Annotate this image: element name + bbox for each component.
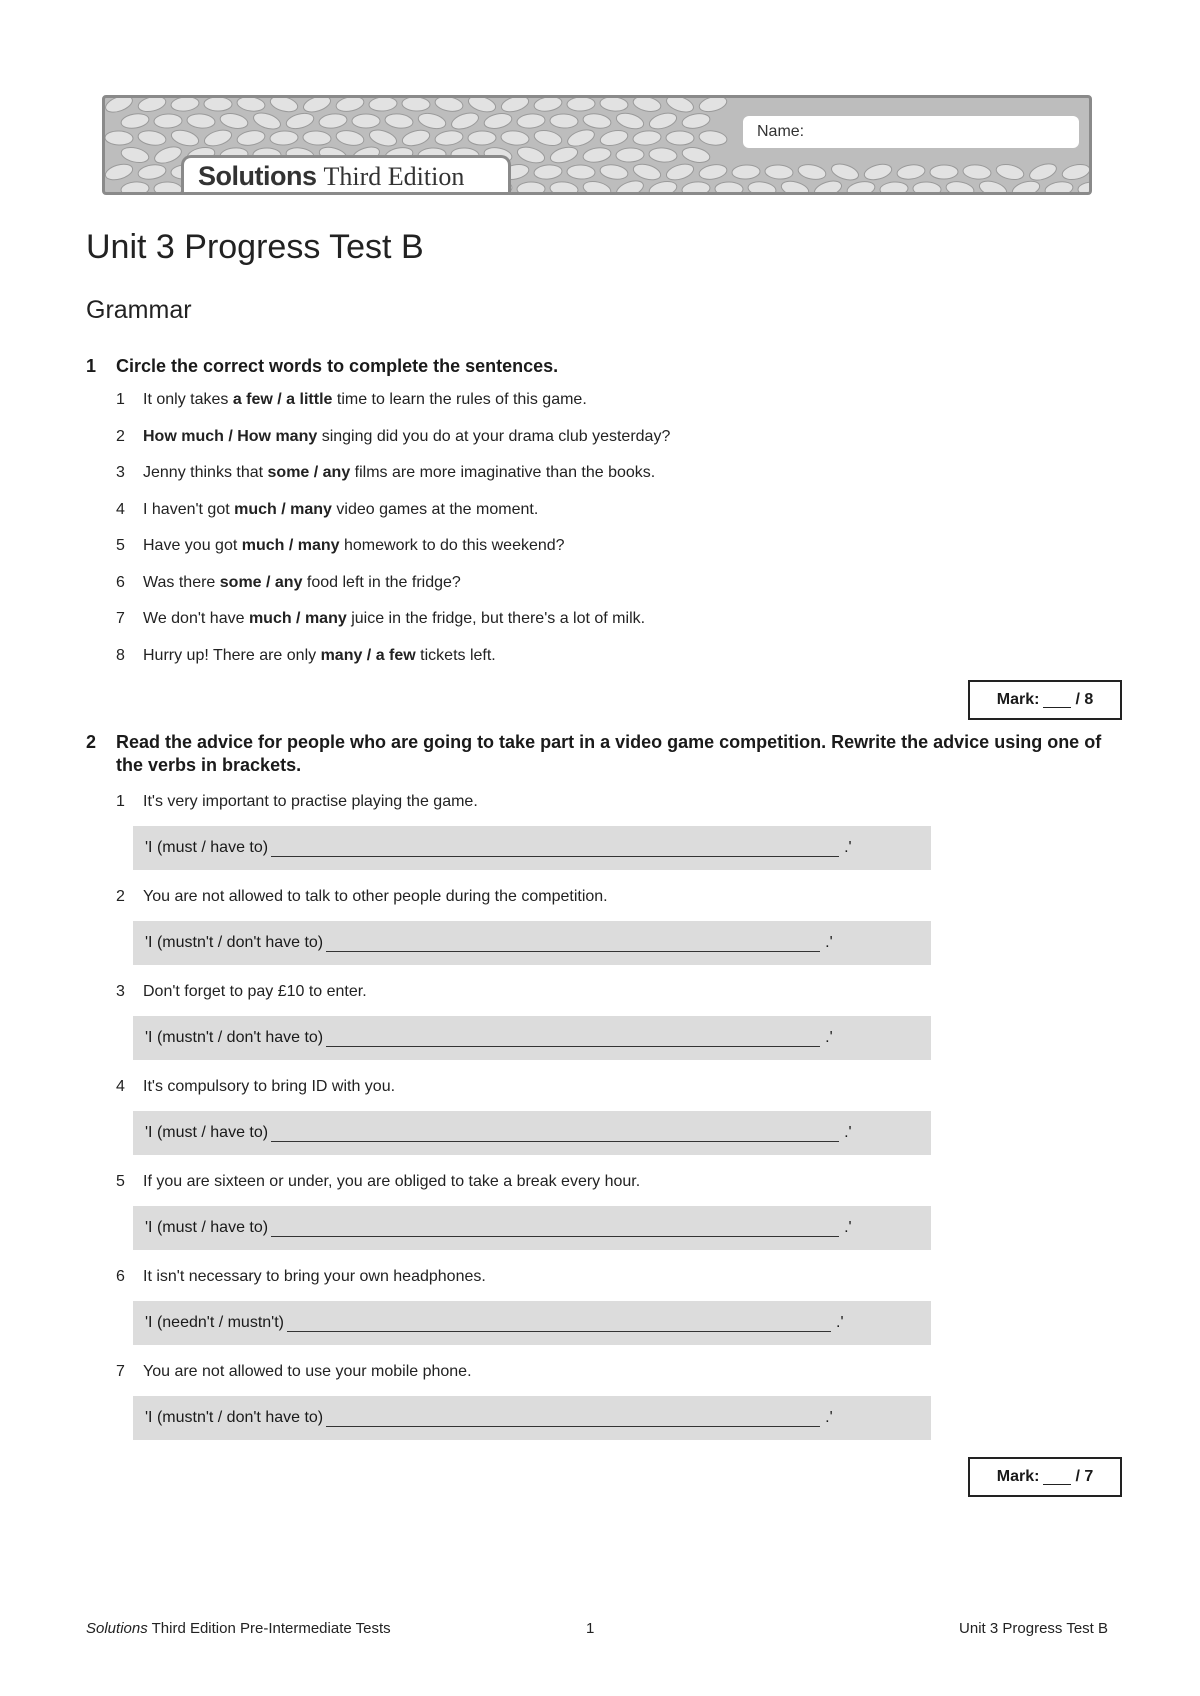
pattern-shape (664, 98, 695, 115)
pattern-shape (154, 182, 182, 195)
pattern-shape (105, 98, 135, 115)
pattern-shape (384, 112, 413, 129)
answer-end: .' (825, 1029, 833, 1046)
pattern-shape (270, 130, 299, 145)
exercise-2-item (116, 1077, 395, 1097)
pattern-shape (715, 182, 743, 195)
mark-label: Mark: (996, 1468, 1040, 1485)
item-number: 6 (116, 1268, 125, 1285)
pattern-shape (1078, 182, 1092, 195)
pattern-shape (616, 148, 644, 163)
pattern-shape (549, 181, 578, 195)
item-text-after: homework to do this weekend? (339, 537, 565, 554)
pattern-shape (236, 129, 266, 148)
answer-end: .' (825, 1409, 833, 1426)
pattern-shape (614, 178, 645, 195)
pattern-shape (896, 163, 926, 181)
answer-blank[interactable] (326, 935, 820, 952)
exercise-number: 1 (86, 356, 97, 376)
answer-field[interactable] (133, 826, 931, 870)
item-number: 2 (116, 888, 125, 905)
item-options[interactable]: much / many (248, 610, 347, 627)
exercise-number: 2 (86, 732, 97, 752)
pattern-shape (533, 98, 563, 113)
mark-box (968, 1457, 1122, 1497)
pattern-shape (681, 181, 710, 195)
item-number: 1 (116, 793, 125, 810)
pattern-shape (550, 114, 578, 129)
item-number: 2 (116, 427, 125, 445)
pattern-shape (930, 165, 958, 179)
exercise-2-item (116, 1362, 472, 1382)
pattern-shape (582, 146, 612, 164)
pattern-shape (698, 98, 729, 114)
pattern-shape (152, 144, 183, 167)
pattern-shape (269, 98, 300, 114)
pattern-shape (517, 182, 545, 195)
exercise-2-item (116, 1172, 640, 1192)
pattern-shape (120, 112, 150, 130)
pattern-shape (170, 98, 199, 112)
pattern-shape (665, 161, 696, 183)
item-number: 8 (116, 646, 125, 664)
pattern-shape (681, 145, 711, 165)
pattern-shape (648, 147, 677, 163)
pattern-shape (285, 111, 316, 131)
footer-right: Unit 3 Progress Test B (959, 1620, 1108, 1637)
item-text-after: films are more imaginative than the books. (350, 464, 656, 481)
exercise-1-item (116, 390, 587, 410)
exercise-1-item (116, 646, 496, 666)
pattern-shape (880, 181, 909, 195)
pattern-shape (516, 113, 545, 129)
pattern-shape (203, 127, 234, 149)
pattern-shape (913, 181, 942, 195)
pattern-shape (105, 131, 133, 146)
pattern-shape (186, 113, 215, 129)
name-field[interactable] (743, 116, 1079, 148)
pattern-shape (500, 98, 531, 115)
item-options[interactable]: a few / a little (232, 391, 333, 408)
pattern-shape (120, 181, 149, 195)
item-text: If you are sixteen or under, you are obliged to take a break every hour. (143, 1173, 641, 1190)
exercise-1-item (116, 573, 461, 593)
mark-label: Mark: (996, 691, 1040, 708)
mark-total: / 8 (1075, 691, 1094, 708)
item-text: It isn't necessary to bring your own headphones. (143, 1268, 486, 1285)
item-options[interactable]: many / a few (320, 646, 416, 664)
pattern-shape (565, 127, 596, 150)
pattern-shape (615, 110, 646, 131)
pattern-shape (632, 130, 661, 147)
exercise-1-item (116, 427, 670, 447)
pattern-shape (632, 161, 663, 182)
exercise-1-item (116, 536, 565, 556)
pattern-shape (1027, 161, 1058, 184)
answer-blank[interactable] (287, 1315, 831, 1332)
pattern-shape (747, 180, 777, 195)
pattern-shape (681, 112, 711, 131)
item-text-before: Jenny thinks that (143, 464, 268, 481)
answer-blank[interactable] (271, 840, 839, 857)
pattern-shape (170, 127, 201, 148)
item-options[interactable]: much / many (234, 500, 332, 518)
answer-blank[interactable] (271, 1220, 839, 1237)
answer-end: .' (825, 934, 833, 951)
pattern-shape (302, 98, 333, 115)
item-number: 6 (116, 573, 125, 591)
exercise-instruction: Circle the correct words to complete the sentences. (116, 356, 559, 376)
pattern-shape (1011, 178, 1042, 195)
item-text-after: tickets left. (415, 646, 496, 664)
pattern-shape (449, 110, 480, 132)
pattern-shape (120, 145, 150, 165)
item-text: You are not allowed to talk to other people during the competition. (143, 888, 608, 905)
answer-field[interactable] (133, 1396, 931, 1440)
pattern-shape (1044, 180, 1074, 195)
item-text-after: video games at the moment. (331, 500, 539, 518)
item-options[interactable]: some / any (267, 464, 351, 481)
answer-end: .' (836, 1314, 844, 1331)
pattern-shape (549, 144, 580, 165)
pattern-shape (516, 144, 547, 166)
item-number: 3 (116, 464, 125, 481)
pattern-shape (105, 161, 134, 182)
item-options[interactable]: much / many (241, 537, 340, 554)
item-text-before: Was there (143, 573, 220, 591)
pattern-shape (599, 98, 628, 112)
pattern-shape (978, 178, 1009, 195)
item-text: It's very important to practise playing the game. (143, 793, 478, 810)
item-text: You are not allowed to use your mobile phone. (143, 1363, 472, 1380)
exercise-2-item (116, 792, 478, 812)
exercise-1-item (116, 463, 655, 483)
header-banner (102, 95, 1092, 195)
pattern-shape (417, 111, 448, 131)
item-options[interactable]: some / any (219, 573, 303, 591)
pattern-shape (648, 179, 678, 195)
brand-logo (181, 155, 511, 195)
item-text: It's compulsory to bring ID with you. (143, 1078, 396, 1095)
item-text: Don't forget to pay £10 to enter. (143, 983, 367, 1000)
answer-blank[interactable] (271, 1125, 839, 1142)
pattern-shape (434, 129, 464, 147)
item-text-before: I haven't got (143, 500, 235, 518)
brand-name: Solutions (198, 161, 317, 191)
pattern-shape (137, 163, 167, 181)
pattern-shape (698, 163, 728, 182)
answer-end: .' (844, 1219, 852, 1236)
pattern-shape (483, 111, 513, 131)
answer-prompt: 'I (mustn't / don't have to) (145, 1409, 324, 1426)
answer-prompt: 'I (mustn't / don't have to) (145, 934, 324, 951)
pattern-shape (632, 98, 662, 114)
answer-field[interactable] (133, 1016, 931, 1060)
page-number: 1 (586, 1620, 595, 1637)
pattern-shape (830, 161, 861, 183)
item-text-after: singing did you do at your drama club yesterday? (317, 427, 671, 445)
exercise-2-item (116, 982, 367, 1002)
item-number: 4 (116, 500, 125, 518)
exercise-2-item (116, 887, 608, 907)
item-number: 3 (116, 983, 125, 1000)
pattern-shape (582, 179, 612, 195)
item-options[interactable]: How much / How many (143, 427, 318, 445)
pattern-shape (599, 128, 629, 148)
exercise-1-item (116, 609, 645, 629)
item-number: 4 (116, 1078, 125, 1095)
page-title: Unit 3 Progress Test B (86, 228, 424, 266)
pattern-shape (204, 98, 232, 111)
answer-prompt: 'I (must / have to) (145, 1219, 269, 1236)
pattern-shape (765, 164, 794, 180)
pattern-shape (251, 110, 282, 132)
pattern-shape (137, 98, 167, 114)
footer-series: Solutions (86, 1620, 148, 1637)
pattern-shape (335, 128, 365, 147)
item-number: 5 (116, 537, 125, 554)
pattern-shape (500, 130, 529, 147)
pattern-shape (648, 110, 679, 132)
pattern-shape (533, 164, 562, 180)
answer-blank[interactable] (326, 1030, 820, 1047)
pattern-shape (352, 114, 380, 128)
pattern-shape (995, 162, 1025, 182)
answer-end: .' (844, 839, 852, 856)
pattern-shape (219, 111, 249, 131)
item-number: 7 (116, 610, 125, 627)
exercise-2-item (116, 1267, 486, 1287)
pattern-shape (303, 130, 332, 146)
pattern-shape (698, 129, 728, 147)
pattern-shape (582, 112, 612, 130)
answer-end: .' (844, 1124, 852, 1141)
pattern-shape (797, 162, 827, 181)
brand-edition: Third Edition (323, 161, 465, 191)
footer-book: Third Edition Pre-Intermediate Tests (147, 1620, 391, 1637)
mark-total: / 7 (1075, 1468, 1094, 1485)
pattern-shape (368, 127, 399, 149)
pattern-shape (467, 98, 498, 115)
pattern-shape (732, 164, 761, 179)
pattern-shape (533, 128, 563, 148)
pattern-shape (567, 98, 595, 111)
pattern-shape (401, 128, 432, 149)
answer-field[interactable] (133, 1301, 931, 1345)
pattern-shape (154, 114, 182, 129)
pattern-shape (813, 178, 844, 195)
name-label: Name: (757, 123, 805, 140)
item-text-before: Have you got (143, 537, 242, 554)
answer-prompt: 'I (needn't / mustn't) (145, 1314, 284, 1331)
item-number: 7 (116, 1363, 125, 1380)
answer-prompt: 'I (mustn't / don't have to) (145, 1029, 324, 1046)
answer-field[interactable] (133, 921, 931, 965)
pattern-shape (137, 129, 167, 147)
mark-blank[interactable] (1043, 1470, 1071, 1485)
pattern-shape (369, 98, 398, 112)
pattern-shape (468, 131, 496, 145)
section-heading: Grammar (86, 296, 192, 324)
pattern-shape (236, 98, 266, 113)
item-text-after: food left in the fridge? (302, 573, 461, 591)
item-text-after: juice in the fridge, but there's a lot of milk. (346, 610, 646, 627)
item-number: 1 (116, 391, 125, 408)
item-number: 5 (116, 1173, 125, 1190)
mark-blank[interactable] (1043, 693, 1071, 708)
exercise-instruction: Read the advice for people who are going to take part in a video game competition. Rewrite the advice using one of the verbs in brackets. (116, 732, 1102, 775)
answer-field[interactable] (133, 1206, 931, 1250)
item-text-before: It only takes (143, 391, 233, 408)
pattern-shape (335, 98, 365, 114)
item-text-before: Hurry up! There are only (143, 646, 321, 664)
answer-prompt: 'I (must / have to) (145, 839, 269, 856)
pattern-shape (962, 164, 991, 181)
item-text-after: time to learn the rules of this game. (332, 391, 587, 408)
pattern-shape (666, 131, 694, 145)
pattern-shape (780, 179, 811, 195)
answer-prompt: 'I (must / have to) (145, 1124, 269, 1141)
pattern-shape (567, 165, 595, 180)
exercise-1-item (116, 500, 538, 520)
pattern-shape (863, 162, 894, 183)
pattern-shape (846, 179, 876, 195)
pattern-shape (434, 98, 464, 113)
pattern-shape (402, 98, 431, 112)
answer-blank[interactable] (326, 1410, 820, 1427)
pattern-shape (945, 180, 975, 195)
pattern-shape (318, 112, 347, 129)
pattern-shape (1061, 162, 1091, 182)
answer-field[interactable] (133, 1111, 931, 1155)
mark-box (968, 680, 1122, 720)
item-text-before: We don't have (143, 610, 249, 627)
pattern-shape (599, 163, 629, 181)
footer-left (86, 1620, 391, 1637)
